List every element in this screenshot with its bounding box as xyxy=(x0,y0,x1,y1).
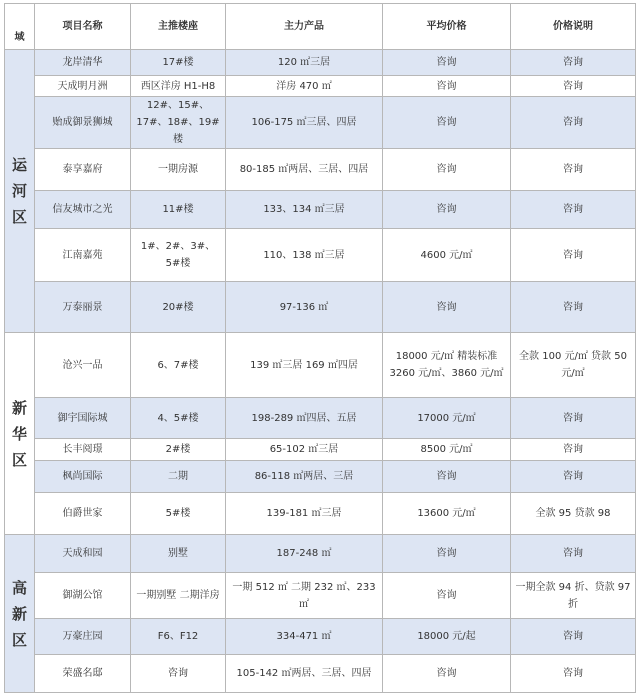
building: 1#、2#、3#、5#楼 xyxy=(131,229,226,282)
header-product: 主力产品 xyxy=(226,4,383,50)
avg-price: 17000 元/㎡ xyxy=(383,398,511,439)
table-row xyxy=(5,333,636,398)
price-note: 咨询 xyxy=(511,50,636,76)
table-row xyxy=(5,461,636,493)
price-note: 咨询 xyxy=(511,282,636,333)
header-district: 域 xyxy=(5,4,35,50)
building: 一期房源 xyxy=(131,149,226,191)
project-name: 伯爵世家 xyxy=(35,493,131,535)
project-name: 枫尚国际 xyxy=(35,461,131,493)
product: 65-102 ㎡三居 xyxy=(226,439,383,461)
building: 12#、15#、17#、18#、19#楼 xyxy=(131,97,226,149)
product: 187-248 ㎡ xyxy=(226,535,383,573)
avg-price: 咨询 xyxy=(383,461,511,493)
price-note: 咨询 xyxy=(511,76,636,97)
header-row xyxy=(5,4,636,50)
table-row xyxy=(5,493,636,535)
header-building: 主推楼座 xyxy=(131,4,226,50)
project-name: 御宇国际城 xyxy=(35,398,131,439)
project-name: 天成明月洲 xyxy=(35,76,131,97)
project-name: 荣盛名邸 xyxy=(35,655,131,693)
building: 西区洋房 H1-H8 xyxy=(131,76,226,97)
table-row xyxy=(5,191,636,229)
avg-price: 8500 元/㎡ xyxy=(383,439,511,461)
price-note: 一期全款 94 折、贷款 97 折 xyxy=(511,573,636,619)
district-text: 新华区 xyxy=(11,398,27,469)
project-name: 万豪庄园 xyxy=(35,619,131,655)
building: 咨询 xyxy=(131,655,226,693)
product: 334-471 ㎡ xyxy=(226,619,383,655)
avg-price: 咨询 xyxy=(383,282,511,333)
building: 一期别墅 二期洋房 xyxy=(131,573,226,619)
building: 4、5#楼 xyxy=(131,398,226,439)
avg-price: 咨询 xyxy=(383,149,511,191)
product: 120 ㎡三居 xyxy=(226,50,383,76)
avg-price: 13600 元/㎡ xyxy=(383,493,511,535)
building: 别墅 xyxy=(131,535,226,573)
table-row xyxy=(5,535,636,573)
building: 2#楼 xyxy=(131,439,226,461)
project-name: 沧兴一品 xyxy=(35,333,131,398)
building: 20#楼 xyxy=(131,282,226,333)
price-note: 咨询 xyxy=(511,461,636,493)
table-row xyxy=(5,282,636,333)
project-name: 江南嘉苑 xyxy=(35,229,131,282)
avg-price: 咨询 xyxy=(383,191,511,229)
district-label-gaoxin xyxy=(5,535,35,693)
district-text: 高新区 xyxy=(11,578,27,649)
product: 86-118 ㎡两居、三居 xyxy=(226,461,383,493)
project-name: 泰享嘉府 xyxy=(35,149,131,191)
table-row xyxy=(5,229,636,282)
table-row xyxy=(5,97,636,149)
avg-price: 咨询 xyxy=(383,655,511,693)
building: 5#楼 xyxy=(131,493,226,535)
avg-price: 4600 元/㎡ xyxy=(383,229,511,282)
district-label-xinhua xyxy=(5,333,35,535)
project-name: 龙岸清华 xyxy=(35,50,131,76)
price-note: 咨询 xyxy=(511,398,636,439)
product: 80-185 ㎡两居、三居、四居 xyxy=(226,149,383,191)
price-note: 咨询 xyxy=(511,655,636,693)
product: 105-142 ㎡两居、三居、四居 xyxy=(226,655,383,693)
product: 106-175 ㎡三居、四居 xyxy=(226,97,383,149)
table-row xyxy=(5,398,636,439)
district-label-yunhe xyxy=(5,50,35,333)
avg-price: 咨询 xyxy=(383,535,511,573)
table-row xyxy=(5,619,636,655)
avg-price: 咨询 xyxy=(383,97,511,149)
building: 6、7#楼 xyxy=(131,333,226,398)
project-name: 天成和园 xyxy=(35,535,131,573)
price-note: 咨询 xyxy=(511,439,636,461)
avg-price: 咨询 xyxy=(383,50,511,76)
building: 11#楼 xyxy=(131,191,226,229)
project-name: 御湖公馆 xyxy=(35,573,131,619)
price-note: 全款 95 贷款 98 xyxy=(511,493,636,535)
header-avg-price: 平均价格 xyxy=(383,4,511,50)
price-table xyxy=(4,3,636,693)
project-name: 信友城市之光 xyxy=(35,191,131,229)
avg-price: 18000 元/起 xyxy=(383,619,511,655)
avg-price: 18000 元/㎡ 精装标准 3260 元/㎡、3860 元/㎡ xyxy=(383,333,511,398)
product: 133、134 ㎡三居 xyxy=(226,191,383,229)
price-note: 咨询 xyxy=(511,191,636,229)
table-row xyxy=(5,573,636,619)
product: 97-136 ㎡ xyxy=(226,282,383,333)
price-note: 咨询 xyxy=(511,97,636,149)
product: 洋房 470 ㎡ xyxy=(226,76,383,97)
price-note: 咨询 xyxy=(511,149,636,191)
product: 139 ㎡三居 169 ㎡四居 xyxy=(226,333,383,398)
header-price-note: 价格说明 xyxy=(511,4,636,50)
product: 198-289 ㎡四居、五居 xyxy=(226,398,383,439)
product: 139-181 ㎡三居 xyxy=(226,493,383,535)
table-row xyxy=(5,76,636,97)
district-text: 运河区 xyxy=(11,156,27,226)
avg-price: 咨询 xyxy=(383,76,511,97)
price-note: 咨询 xyxy=(511,229,636,282)
table-row xyxy=(5,149,636,191)
price-note: 全款 100 元/㎡ 贷款 50 元/㎡ xyxy=(511,333,636,398)
building: 二期 xyxy=(131,461,226,493)
building: F6、F12 xyxy=(131,619,226,655)
building: 17#楼 xyxy=(131,50,226,76)
table-row xyxy=(5,50,636,76)
project-name: 万泰丽景 xyxy=(35,282,131,333)
header-project: 项目名称 xyxy=(35,4,131,50)
project-name: 贻成御景狮城 xyxy=(35,97,131,149)
avg-price: 咨询 xyxy=(383,573,511,619)
project-name: 长丰阅璟 xyxy=(35,439,131,461)
product: 110、138 ㎡三居 xyxy=(226,229,383,282)
product: 一期 512 ㎡ 二期 232 ㎡、233 ㎡ xyxy=(226,573,383,619)
table-row xyxy=(5,655,636,693)
price-note: 咨询 xyxy=(511,619,636,655)
price-note: 咨询 xyxy=(511,535,636,573)
table-row xyxy=(5,439,636,461)
